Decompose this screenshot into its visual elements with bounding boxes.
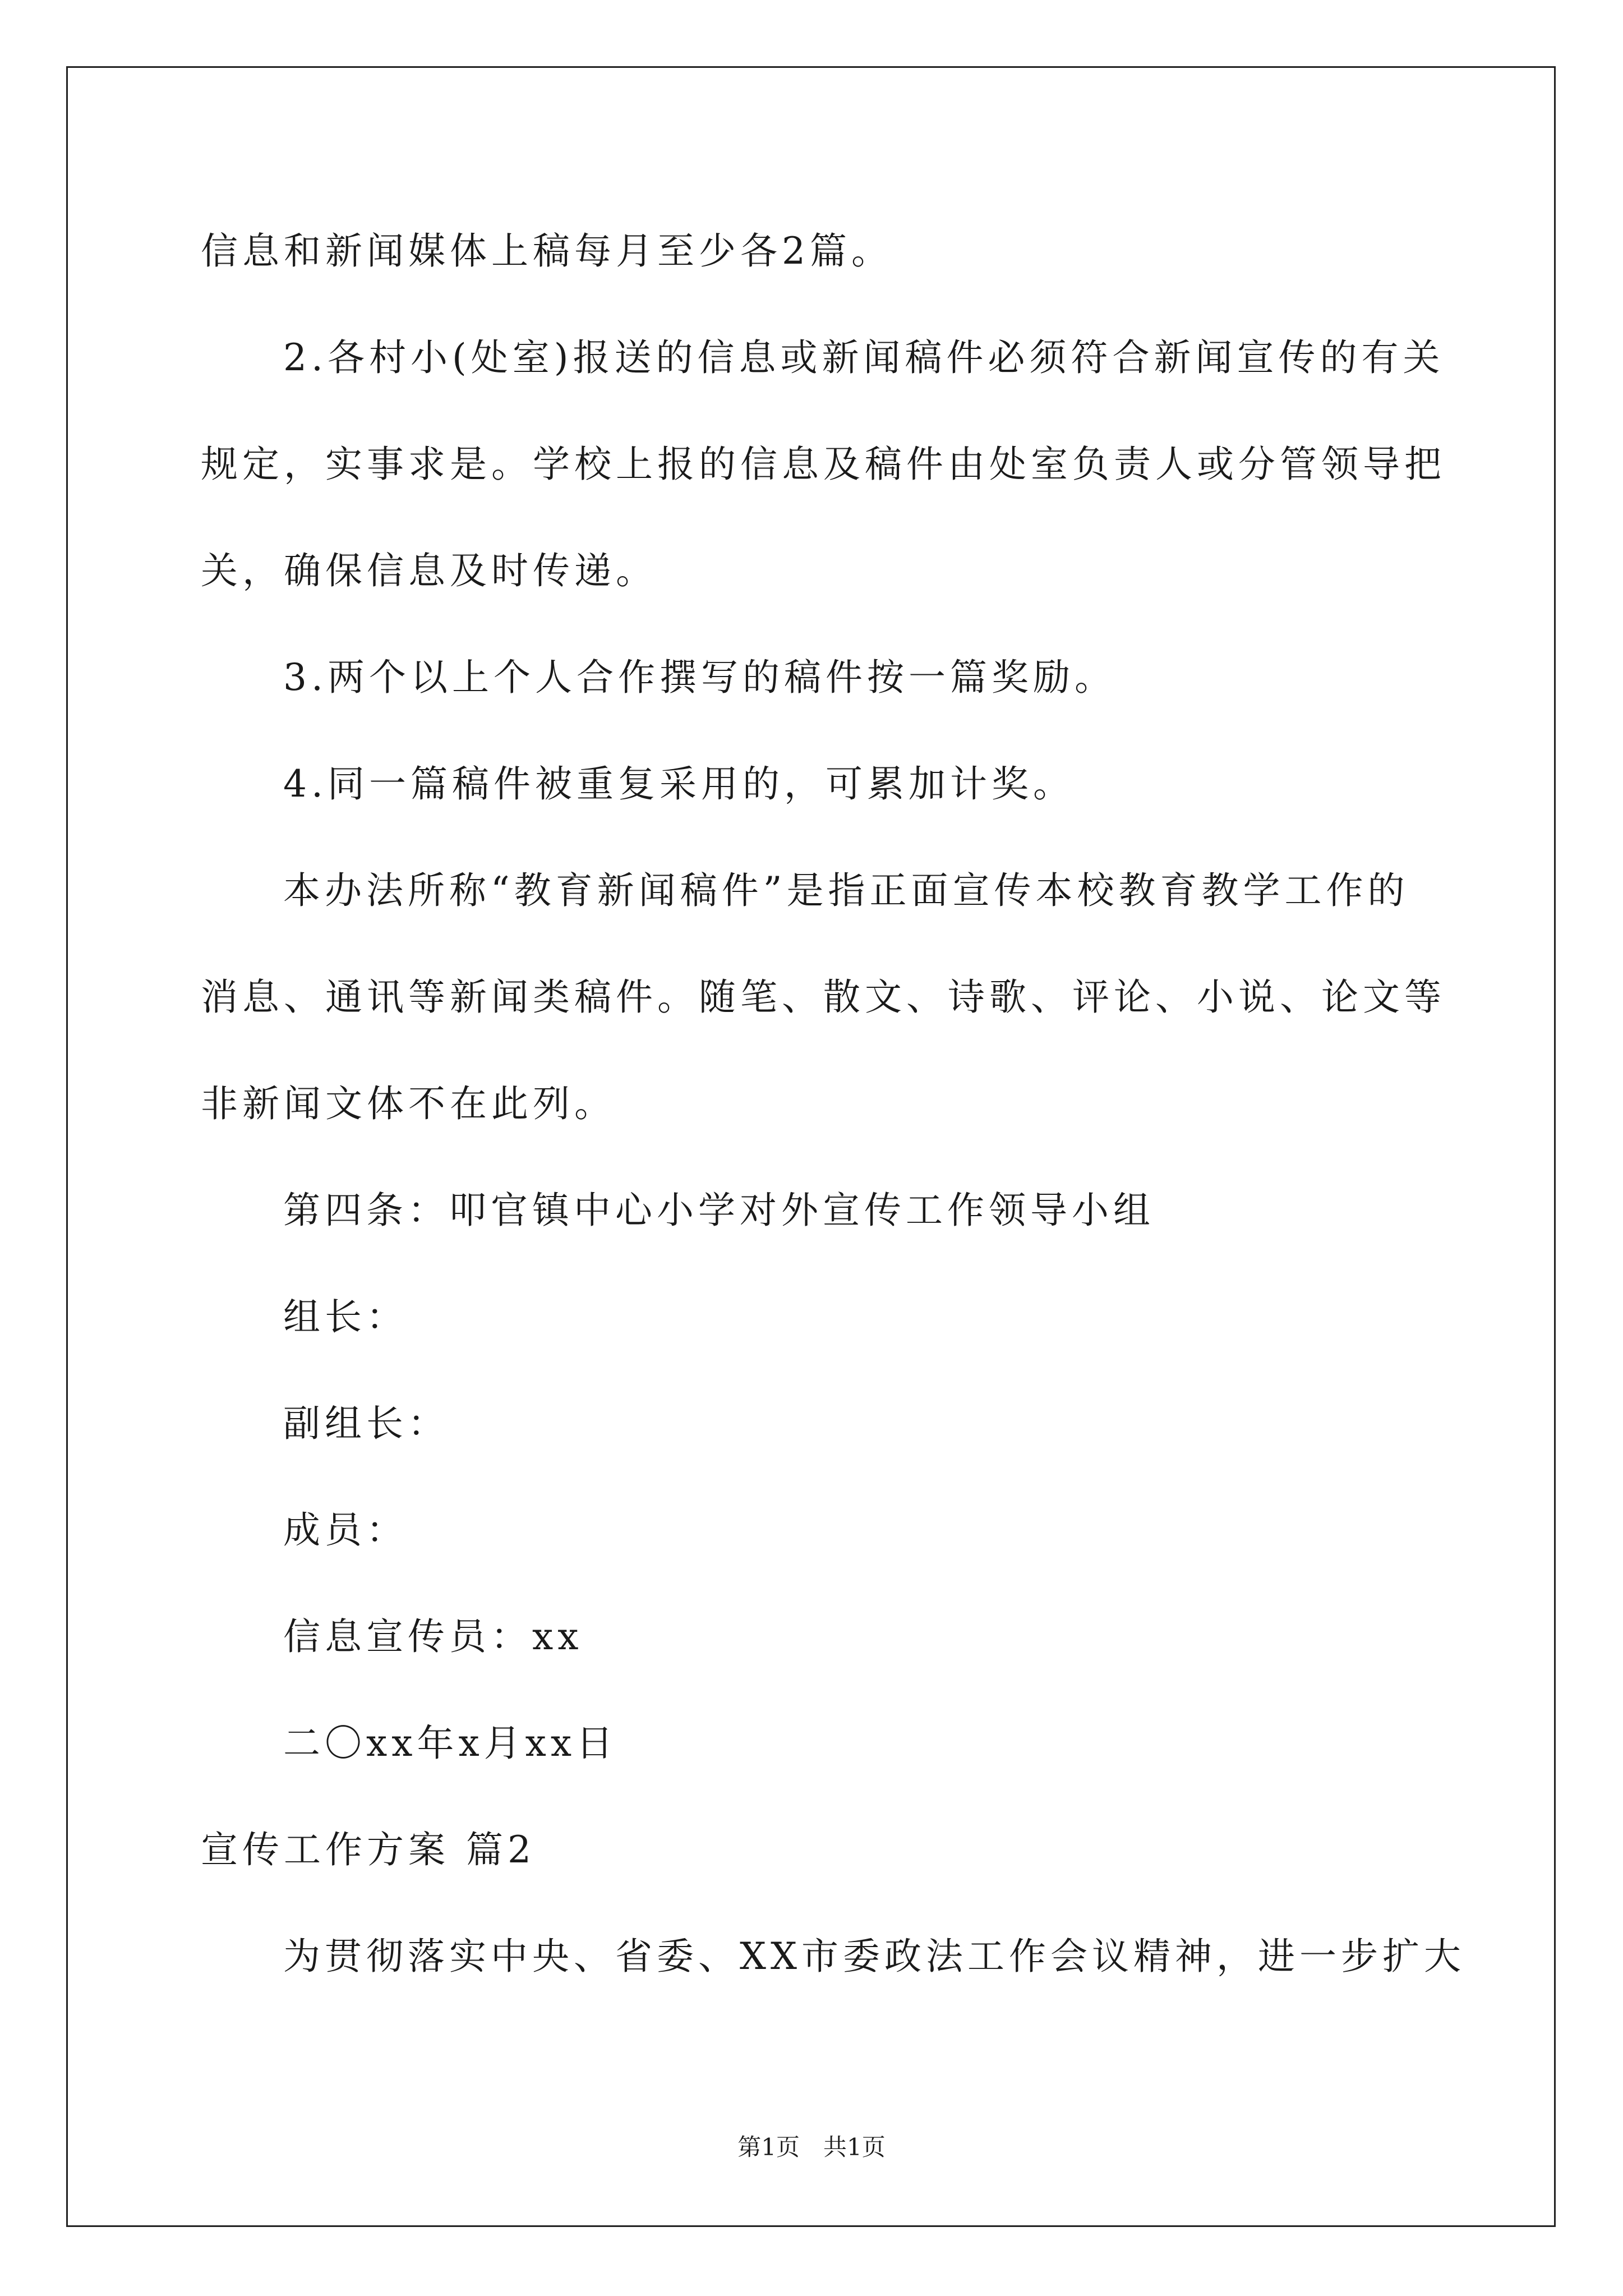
paragraph-line-17: 为贯彻落实中央、省委、XX市委政法工作会议精神，进一步扩大 [283,1935,1465,1978]
paragraph-line-1: 信息和新闻媒体上稿每月至少各2篇。 [201,229,893,273]
paragraph-line-12: 副组长： [283,1402,449,1445]
paragraph-line-8: 消息、通讯等新闻类稿件。随笔、散文、诗歌、评论、小说、论文等 [201,976,1446,1019]
paragraph-line-5: 3.两个以上个人合作撰写的稿件按一篇奖励。 [283,656,1116,699]
paragraph-line-3: 规定，实事求是。学校上报的信息及稿件由处室负责人或分管领导把 [201,443,1446,486]
paragraph-line-4: 关，确保信息及时传递。 [201,549,657,592]
section-heading: 宣传工作方案 篇2 [201,1828,536,1871]
paragraph-line-6: 4.同一篇稿件被重复采用的，可累加计奖。 [283,762,1075,806]
paragraph-line-10: 第四条：叩官镇中心小学对外宣传工作领导小组 [283,1189,1155,1232]
paragraph-line-13: 成员： [283,1508,408,1552]
page-footer: 第1页 共1页 [737,2133,886,2161]
paragraph-line-14: 信息宣传员：xx [283,1615,583,1658]
paragraph-line-9: 非新闻文体不在此列。 [201,1082,616,1125]
paragraph-line-7: 本办法所称“教育新闻稿件”是指正面宣传本校教育教学工作的 [283,869,1409,912]
page-border [66,66,1556,2227]
paragraph-line-11: 组长： [283,1295,408,1338]
paragraph-line-15: 二〇xx年x月xx日 [283,1722,618,1765]
paragraph-line-2: 2.各村小(处室)报送的信息或新闻稿件必须符合新闻宣传的有关 [283,336,1445,379]
